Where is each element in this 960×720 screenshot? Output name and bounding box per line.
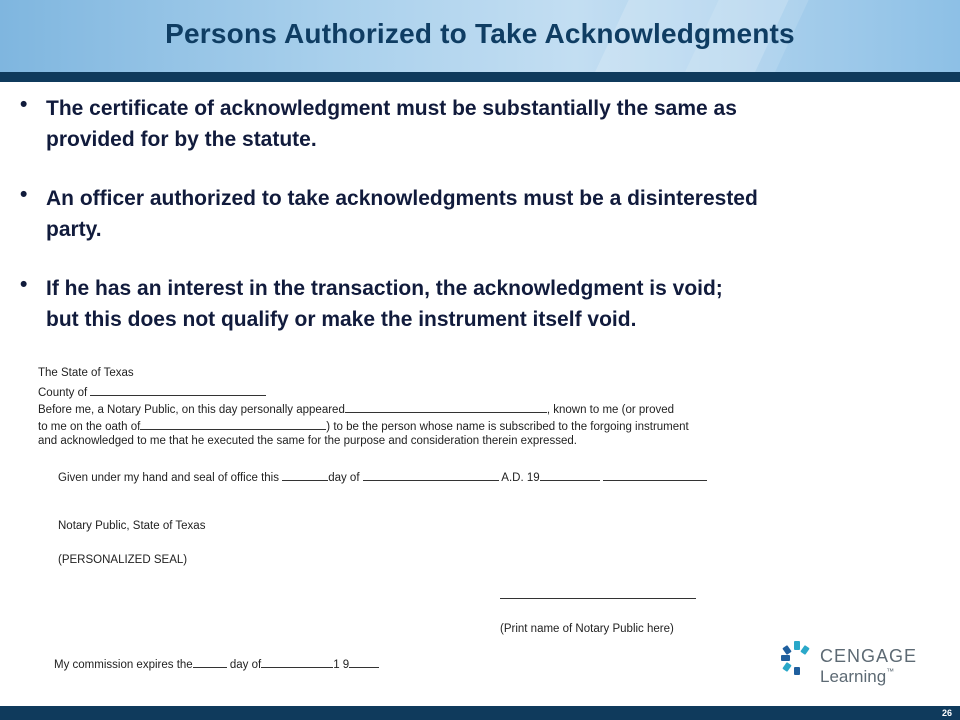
form-seal: (PERSONALIZED SEAL) xyxy=(58,554,188,566)
form-before-me-line xyxy=(38,401,674,416)
bullet-line: If he has an interest in the transaction, the acknowledgment is void; xyxy=(46,277,723,300)
cengage-logo xyxy=(780,636,930,692)
county-blank xyxy=(90,384,266,396)
before-me-text-2: , known to me (or proved xyxy=(546,404,675,416)
bullet-text xyxy=(46,183,958,245)
bullet-dot: • xyxy=(20,273,28,296)
logo-sub-text: Learning xyxy=(820,667,887,686)
bullet-list xyxy=(18,93,958,363)
county-label: County of xyxy=(38,387,88,399)
form-print-name: (Print name of Notary Public here) xyxy=(500,623,674,635)
commission-day-blank xyxy=(193,656,227,668)
bullet-line: party. xyxy=(46,218,102,241)
oath-text-2: ) to be the person whose name is subscribed to the forgoing instrument xyxy=(326,421,689,433)
bullet-line: but this does not qualify or make the instrument itself void. xyxy=(46,308,637,331)
form-commission-line xyxy=(54,656,379,671)
form-acknowledged-line: and acknowledged to me that he executed the same for the purpose and consideration therein expressed. xyxy=(38,435,577,447)
bullet-text xyxy=(46,273,958,335)
bullet-dot: • xyxy=(20,93,28,116)
given-text-3: A.D. 19 xyxy=(501,472,540,484)
bullet-line: An officer authorized to take acknowledgments must be a disinterested xyxy=(46,187,758,210)
cengage-mark-icon xyxy=(780,640,816,676)
given-text: Given under my hand and seal of office this xyxy=(58,472,279,484)
commission-text-3: 1 9 xyxy=(333,659,350,671)
form-notary-state: Notary Public, State of Texas xyxy=(58,520,206,532)
bullet-item xyxy=(18,183,958,245)
form-county-line xyxy=(38,384,266,399)
bullet-line: The certificate of acknowledgment must be substantially the same as xyxy=(46,97,737,120)
before-me-text: Before me, a Notary Public, on this day personally appeared xyxy=(38,404,345,416)
given-year-blank xyxy=(540,469,600,481)
logo-brand: CENGAGE xyxy=(820,646,918,666)
oath-blank xyxy=(140,418,326,430)
header-divider-bar xyxy=(0,72,960,82)
form-state-line: The State of Texas xyxy=(38,367,134,379)
logo-trademark: ™ xyxy=(886,667,895,676)
commission-text-2: day of xyxy=(229,659,262,671)
commission-text: My commission expires the xyxy=(54,659,193,671)
commission-month-blank xyxy=(261,656,333,668)
given-day-blank xyxy=(282,469,328,481)
form-given-line xyxy=(58,469,707,484)
bullet-text xyxy=(46,93,958,155)
logo-sub xyxy=(820,667,894,687)
appeared-blank xyxy=(345,401,547,413)
given-text-2: day of xyxy=(328,472,360,484)
given-extra-blank xyxy=(603,469,707,481)
notary-signature-line xyxy=(500,598,696,599)
commission-year-blank xyxy=(349,656,379,668)
bullet-dot: • xyxy=(20,183,28,206)
bullet-item xyxy=(18,93,958,155)
slide-title: Persons Authorized to Take Acknowledgments xyxy=(165,18,795,49)
page-number: 26 xyxy=(941,708,952,718)
bullet-line: provided for by the statute. xyxy=(46,128,317,151)
bullet-item xyxy=(18,273,958,335)
given-month-blank xyxy=(363,469,499,481)
oath-text: to me on the oath of xyxy=(38,421,141,433)
form-oath-line xyxy=(38,418,689,433)
footer-bar xyxy=(0,706,960,720)
